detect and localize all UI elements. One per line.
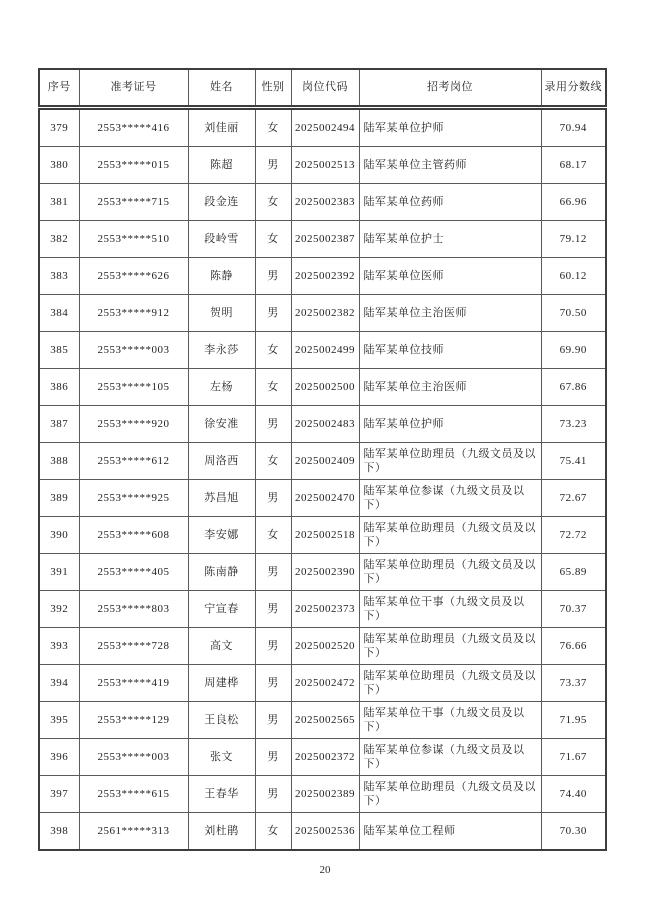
cell-seq: 388 — [39, 443, 79, 480]
cell-ticket: 2553*****015 — [79, 147, 188, 184]
cell-position: 陆军某单位主治医师 — [359, 369, 541, 406]
cell-seq: 382 — [39, 221, 79, 258]
cell-seq: 386 — [39, 369, 79, 406]
cell-code: 2025002499 — [291, 332, 359, 369]
cell-position: 陆军某单位助理员（九级文员及以下） — [359, 776, 541, 813]
cell-score: 73.37 — [541, 665, 606, 702]
cell-position: 陆军某单位护士 — [359, 221, 541, 258]
cell-name: 高文 — [188, 628, 255, 665]
cell-position: 陆军某单位技师 — [359, 332, 541, 369]
cell-score: 75.41 — [541, 443, 606, 480]
cell-seq: 398 — [39, 813, 79, 851]
cell-name: 徐安准 — [188, 406, 255, 443]
cell-gender: 女 — [255, 108, 291, 147]
cell-score: 66.96 — [541, 184, 606, 221]
cell-code: 2025002387 — [291, 221, 359, 258]
cell-ticket: 2553*****416 — [79, 108, 188, 147]
cell-code: 2025002536 — [291, 813, 359, 851]
cell-gender: 女 — [255, 369, 291, 406]
cell-gender: 男 — [255, 147, 291, 184]
cell-ticket: 2553*****510 — [79, 221, 188, 258]
table-row — [39, 702, 606, 739]
cell-seq: 394 — [39, 665, 79, 702]
cell-code: 2025002518 — [291, 517, 359, 554]
cell-code: 2025002392 — [291, 258, 359, 295]
cell-seq: 390 — [39, 517, 79, 554]
cell-ticket: 2553*****129 — [79, 702, 188, 739]
cell-score: 70.50 — [541, 295, 606, 332]
cell-ticket: 2553*****612 — [79, 443, 188, 480]
cell-score: 73.23 — [541, 406, 606, 443]
cell-position: 陆军某单位助理员（九级文员及以下） — [359, 554, 541, 591]
cell-code: 2025002565 — [291, 702, 359, 739]
cell-gender: 女 — [255, 184, 291, 221]
cell-name: 陈静 — [188, 258, 255, 295]
cell-score: 70.30 — [541, 813, 606, 851]
cell-name: 陈超 — [188, 147, 255, 184]
cell-name: 刘佳丽 — [188, 108, 255, 147]
cell-ticket: 2553*****912 — [79, 295, 188, 332]
cell-score: 71.95 — [541, 702, 606, 739]
cell-gender: 男 — [255, 628, 291, 665]
cell-name: 王春华 — [188, 776, 255, 813]
table-row — [39, 739, 606, 776]
table-row — [39, 591, 606, 628]
column-header: 岗位代码 — [291, 69, 359, 108]
cell-seq: 381 — [39, 184, 79, 221]
cell-gender: 女 — [255, 813, 291, 851]
cell-name: 宁宣春 — [188, 591, 255, 628]
cell-code: 2025002383 — [291, 184, 359, 221]
cell-seq: 380 — [39, 147, 79, 184]
cell-score: 72.72 — [541, 517, 606, 554]
cell-position: 陆军某单位药师 — [359, 184, 541, 221]
cell-score: 76.66 — [541, 628, 606, 665]
cell-ticket: 2561*****313 — [79, 813, 188, 851]
cell-ticket: 2553*****803 — [79, 591, 188, 628]
cell-ticket: 2553*****405 — [79, 554, 188, 591]
cell-code: 2025002494 — [291, 108, 359, 147]
cell-seq: 384 — [39, 295, 79, 332]
cell-ticket: 2553*****925 — [79, 480, 188, 517]
cell-seq: 393 — [39, 628, 79, 665]
column-header: 录用分数线 — [541, 69, 606, 108]
cell-code: 2025002409 — [291, 443, 359, 480]
cell-seq: 389 — [39, 480, 79, 517]
cell-position: 陆军某单位干事（九级文员及以下） — [359, 591, 541, 628]
cell-name: 段岭雪 — [188, 221, 255, 258]
cell-ticket: 2553*****615 — [79, 776, 188, 813]
cell-code: 2025002520 — [291, 628, 359, 665]
column-header: 招考岗位 — [359, 69, 541, 108]
table-row — [39, 517, 606, 554]
cell-score: 72.67 — [541, 480, 606, 517]
cell-position: 陆军某单位医师 — [359, 258, 541, 295]
table-row — [39, 776, 606, 813]
table-body — [39, 108, 606, 851]
cell-position: 陆军某单位助理员（九级文员及以下） — [359, 443, 541, 480]
column-header: 准考证号 — [79, 69, 188, 108]
cell-position: 陆军某单位干事（九级文员及以下） — [359, 702, 541, 739]
table-header-row — [39, 69, 606, 108]
cell-name: 李永莎 — [188, 332, 255, 369]
cell-seq: 391 — [39, 554, 79, 591]
cell-name: 刘杜鹃 — [188, 813, 255, 851]
table-row — [39, 406, 606, 443]
cell-code: 2025002372 — [291, 739, 359, 776]
cell-code: 2025002390 — [291, 554, 359, 591]
cell-ticket: 2553*****626 — [79, 258, 188, 295]
cell-name: 张文 — [188, 739, 255, 776]
column-header: 姓名 — [188, 69, 255, 108]
cell-gender: 男 — [255, 295, 291, 332]
column-header: 性别 — [255, 69, 291, 108]
cell-seq: 392 — [39, 591, 79, 628]
cell-score: 79.12 — [541, 221, 606, 258]
cell-position: 陆军某单位参谋（九级文员及以下） — [359, 739, 541, 776]
cell-gender: 女 — [255, 517, 291, 554]
cell-code: 2025002483 — [291, 406, 359, 443]
cell-position: 陆军某单位助理员（九级文员及以下） — [359, 665, 541, 702]
cell-score: 69.90 — [541, 332, 606, 369]
cell-name: 周洛西 — [188, 443, 255, 480]
cell-name: 周建桦 — [188, 665, 255, 702]
table-row — [39, 443, 606, 480]
cell-seq: 387 — [39, 406, 79, 443]
cell-gender: 女 — [255, 332, 291, 369]
column-header: 序号 — [39, 69, 79, 108]
cell-score: 70.37 — [541, 591, 606, 628]
cell-code: 2025002373 — [291, 591, 359, 628]
table-row — [39, 332, 606, 369]
cell-code: 2025002500 — [291, 369, 359, 406]
cell-seq: 385 — [39, 332, 79, 369]
cell-name: 李安娜 — [188, 517, 255, 554]
cell-seq: 379 — [39, 108, 79, 147]
cell-score: 74.40 — [541, 776, 606, 813]
cell-score: 60.12 — [541, 258, 606, 295]
cell-gender: 男 — [255, 480, 291, 517]
cell-score: 68.17 — [541, 147, 606, 184]
cell-code: 2025002382 — [291, 295, 359, 332]
cell-position: 陆军某单位参谋（九级文员及以下） — [359, 480, 541, 517]
cell-position: 陆军某单位主管药师 — [359, 147, 541, 184]
cell-score: 71.67 — [541, 739, 606, 776]
cell-gender: 男 — [255, 554, 291, 591]
cell-code: 2025002389 — [291, 776, 359, 813]
cell-seq: 383 — [39, 258, 79, 295]
cell-gender: 男 — [255, 665, 291, 702]
cell-gender: 男 — [255, 702, 291, 739]
table-row — [39, 813, 606, 851]
table-row — [39, 108, 606, 147]
cell-seq: 397 — [39, 776, 79, 813]
cell-position: 陆军某单位助理员（九级文员及以下） — [359, 517, 541, 554]
cell-gender: 男 — [255, 776, 291, 813]
cell-ticket: 2553*****920 — [79, 406, 188, 443]
table-row — [39, 369, 606, 406]
table-row — [39, 184, 606, 221]
cell-seq: 396 — [39, 739, 79, 776]
table-row — [39, 295, 606, 332]
cell-position: 陆军某单位护师 — [359, 406, 541, 443]
cell-gender: 男 — [255, 258, 291, 295]
table-row — [39, 258, 606, 295]
cell-ticket: 2553*****003 — [79, 739, 188, 776]
cell-code: 2025002470 — [291, 480, 359, 517]
cell-position: 陆军某单位护师 — [359, 108, 541, 147]
cell-score: 67.86 — [541, 369, 606, 406]
cell-gender: 男 — [255, 406, 291, 443]
cell-name: 苏昌旭 — [188, 480, 255, 517]
cell-gender: 女 — [255, 221, 291, 258]
cell-name: 王良松 — [188, 702, 255, 739]
cell-ticket: 2553*****715 — [79, 184, 188, 221]
cell-name: 陈南静 — [188, 554, 255, 591]
cell-position: 陆军某单位工程师 — [359, 813, 541, 851]
cell-gender: 女 — [255, 443, 291, 480]
table-row — [39, 480, 606, 517]
cell-code: 2025002513 — [291, 147, 359, 184]
cell-code: 2025002472 — [291, 665, 359, 702]
cell-ticket: 2553*****419 — [79, 665, 188, 702]
cell-score: 65.89 — [541, 554, 606, 591]
cell-position: 陆军某单位助理员（九级文员及以下） — [359, 628, 541, 665]
cell-name: 贺明 — [188, 295, 255, 332]
cell-gender: 男 — [255, 591, 291, 628]
cell-position: 陆军某单位主治医师 — [359, 295, 541, 332]
cell-ticket: 2553*****003 — [79, 332, 188, 369]
table-row — [39, 554, 606, 591]
table-row — [39, 665, 606, 702]
table-row — [39, 147, 606, 184]
cell-score: 70.94 — [541, 108, 606, 147]
page-number: 20 — [319, 864, 331, 876]
cell-ticket: 2553*****105 — [79, 369, 188, 406]
cell-seq: 395 — [39, 702, 79, 739]
cell-ticket: 2553*****728 — [79, 628, 188, 665]
table-row — [39, 221, 606, 258]
cell-name: 左杨 — [188, 369, 255, 406]
recruitment-score-table — [38, 68, 607, 851]
cell-name: 段金连 — [188, 184, 255, 221]
cell-gender: 男 — [255, 739, 291, 776]
cell-ticket: 2553*****608 — [79, 517, 188, 554]
table-row — [39, 628, 606, 665]
